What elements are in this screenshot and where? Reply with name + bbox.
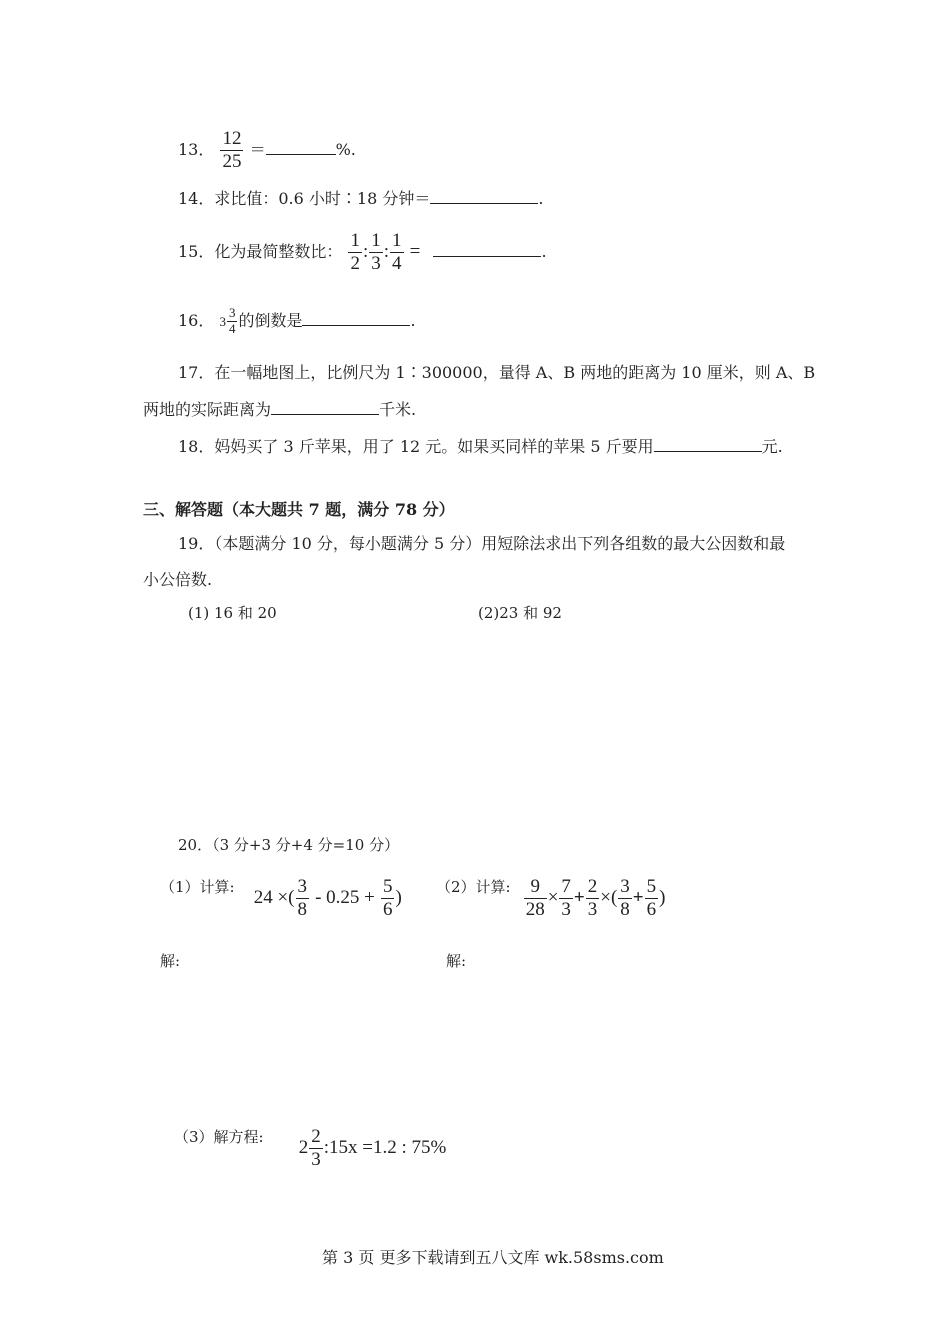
fraction: $\frac{2}{3}$: [311, 1126, 321, 1170]
question-number: 15．: [178, 241, 215, 261]
question-13: 13． $\frac{12}{25}$ ＝ %.: [178, 128, 356, 172]
question-17-line2: 两地的实际距离为 千米.: [143, 400, 417, 419]
fraction: $\frac{3}{8}$: [620, 876, 630, 920]
answer-blank[interactable]: [430, 202, 538, 204]
question-number: 17．: [178, 363, 215, 382]
solution-label-2: 解:: [446, 952, 467, 970]
question-number: 18．: [178, 437, 215, 456]
fraction: $\frac{1}{2}$: [350, 230, 360, 274]
question-20-header: 20．（3 分+3 分+4 分=10 分）: [178, 836, 400, 854]
fraction: $\frac{3}{8}$: [297, 876, 307, 920]
fraction: $\frac{1}{4}$: [392, 230, 402, 274]
fraction: $\frac{9}{28}$: [525, 876, 545, 920]
question-20-part1: （1）计算: 24 ×( $\frac{3}{8}$ - 0.25 + $\frac{5}{6}$ ): [160, 876, 402, 920]
fraction: $\frac{5}{6}$: [382, 876, 393, 920]
section-title: 三、解答题（本大题共 7 题，满分 78 分）: [143, 500, 455, 519]
question-14: 14．求比值：0.6 小时∶18 分钟＝ .: [178, 189, 544, 208]
fraction: $\frac{12}{25}$: [222, 128, 242, 172]
question-19-part2: (2)23 和 92: [478, 604, 562, 622]
question-16: 16． 3 $\frac{3}{4}$ 的倒数是 .: [178, 305, 416, 336]
answer-blank[interactable]: [302, 324, 410, 326]
answer-blank[interactable]: [266, 153, 336, 155]
answer-blank[interactable]: [433, 255, 541, 257]
fraction: $\frac{5}{6}$: [646, 876, 657, 920]
question-15: 15．化为最简整数比： $\frac{1}{2}$ : $\frac{1}{3}$ : $\frac{1}{4}$ = .: [178, 230, 547, 274]
question-17: 17．在一幅地图上，比例尺为 1∶300000，量得 A、B 两地的距离为 10 厘米，则 A、B: [178, 363, 816, 382]
question-19-part1: (1) 16 和 20: [188, 604, 277, 622]
question-19-line2: 小公倍数.: [143, 570, 213, 589]
answer-blank[interactable]: [654, 450, 762, 452]
question-number: 13．: [178, 139, 215, 159]
page-footer: 第 3 页 更多下载请到五八文库 wk.58sms.com: [322, 1248, 664, 1267]
question-18: 18．妈妈买了 3 斤苹果，用了 12 元。如果买同样的苹果 5 斤要用 元.: [178, 437, 783, 456]
fraction: $\frac{1}{3}$: [371, 230, 381, 274]
question-20-part3: （3）解方程: 2 $\frac{2}{3}$ :15x =1.2 : 75%: [174, 1126, 447, 1170]
answer-blank[interactable]: [271, 413, 379, 415]
fraction: $\frac{3}{4}$: [228, 305, 236, 336]
question-number: 14．: [178, 189, 215, 208]
fraction: $\frac{7}{3}$: [561, 876, 571, 920]
question-number: 16．: [178, 310, 215, 330]
solution-label-1: 解:: [160, 952, 181, 970]
question-19-line1: 19．（本题满分 10 分，每小题满分 5 分）用短除法求出下列各组数的最大公因数和最: [178, 534, 786, 553]
question-20-part2: （2）计算: $\frac{9}{28}$ × $\frac{7}{3}$ + $\frac{2}{3}$ ×( $\frac{3}{8}$ + $\frac{5}{6}$ ): [436, 876, 666, 920]
fraction: $\frac{2}{3}$: [587, 876, 598, 920]
